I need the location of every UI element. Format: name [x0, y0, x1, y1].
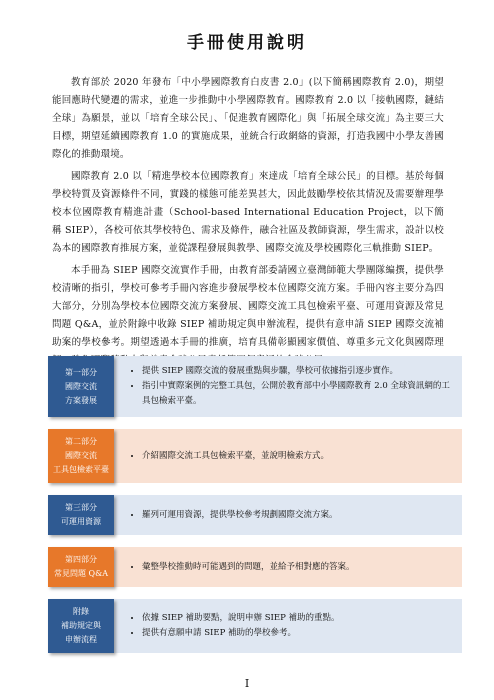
bullet-item: • 介紹國際交流工具包檢索平臺，並說明檢索方式。: [142, 449, 329, 464]
section-appendix: [44, 599, 462, 653]
bullet-item: • 依據 SIEP 補助要點，說明申辦 SIEP 補助的重點。: [142, 611, 340, 626]
section-label-line: 第四部分: [65, 555, 97, 564]
section-overview: [44, 356, 462, 665]
paragraph-2: 國際教育 2.0 以「精進學校本位國際教育」來達成「培育全球公民」的目標。基於每個學校特質及資源條件不同，實踐的樣態可能差異甚大，因此鼓勵學校依其情況及需要辦理學校本位國際教育精進計畫（School-based International Education Project，以下簡稱 SIEP），各校可依其學校特色、需求及條件，融合社區及教師資源，學生需求，設計以校為本的國際教育推展方案，並從課程發展與教學、國際交流及學校國際化三軌推動 SIEP。: [52, 171, 444, 254]
intro-body: [52, 74, 444, 374]
section-label-line: 國際交流: [65, 381, 97, 391]
section-label: [48, 547, 114, 587]
section-part-4: [44, 547, 462, 587]
section-content: [108, 429, 462, 483]
page-number: I: [244, 677, 250, 690]
section-part-2: [44, 429, 462, 483]
section-label-line: 第一部分: [65, 367, 97, 377]
section-label: [48, 429, 114, 483]
section-label-line: 第二部分: [65, 437, 97, 446]
page-title: 手冊使用說明: [187, 33, 307, 53]
section-content: [108, 495, 462, 535]
section-label-line: 常見問題 Q&A: [54, 569, 108, 578]
section-label: [48, 495, 114, 535]
section-part-1: [44, 356, 462, 417]
bullet-list: [126, 560, 355, 575]
section-label-line: 第三部分: [65, 503, 97, 512]
section-part-3: [44, 495, 462, 535]
bullet-item: • 彙整學校推動時可能遇到的問題，並給予相對應的答案。: [142, 560, 355, 575]
paragraph-1: 教育部於 2020 年發布「中小學國際教育白皮書 2.0」(以下簡稱國際教育 2.0)，期望能回應時代變遷的需求，並進一步推動中小學國際教育。國際教育 2.0 以「接軌國際，鏈結全球」為願景，並以「培育全球公民」、「促進教育國際化」與「拓展全球交流」為主要三大目標，期望延續國際教育 1.0 的實施成果，並統合行政網絡的資源，打造我國中小學友善國際化的推動環境。: [52, 77, 444, 160]
bullet-list: [126, 508, 338, 523]
section-label-line: 可運用資源: [61, 517, 101, 526]
bullet-list: [126, 449, 329, 464]
section-label-line: 工具包檢索平臺: [53, 465, 109, 474]
bullet-list: [126, 611, 340, 641]
section-label-line: 補助規定與: [61, 621, 101, 630]
bullet-item: • 提供 SIEP 國際交流的發展重點與步驟，學校可依據指引逐步實作。: [142, 364, 452, 379]
bullet-item: • 提供有意願申請 SIEP 補助的學校參考。: [142, 626, 340, 641]
section-label: [48, 356, 114, 417]
section-content: [108, 599, 462, 653]
section-label-line: 申辦流程: [65, 635, 97, 644]
section-content: [108, 547, 462, 587]
bullet-item: • 指引中實際案例的完整工具包，公開於教育部中小學國際教育 2.0 全球資訊網的工具包檢索平臺。: [142, 379, 452, 409]
section-content: [108, 356, 462, 417]
section-label-line: 國際交流: [65, 451, 97, 460]
bullet-item: • 羅列可運用資源，提供學校參考規劃國際交流方案。: [142, 508, 338, 523]
bullet-list: [126, 364, 452, 409]
section-label-line: 附錄: [73, 607, 89, 616]
section-label: [48, 599, 114, 653]
paragraph-3: 本手冊為 SIEP 國際交流實作手冊，由教育部委請國立臺灣師範大學團隊編撰，提供學校清晰的指引，學校可參考手冊內容進步發展學校本位國際交流方案。手冊內容主要分為四大部分，分別為學校本位國際交流方案發展、國際交流工具包檢索平臺、可運用資源及常見問題 Q&A，並於附錄中收錄 SIEP 補助規定與申辦流程，提供有意申請 SIEP 國際交流補助案的學校參考。期望透過本手冊的推廣，培育具備彰顯國家價值、尊重多元文化與國際理: [52, 265, 444, 348]
section-label-line: 方案發展: [65, 395, 97, 405]
